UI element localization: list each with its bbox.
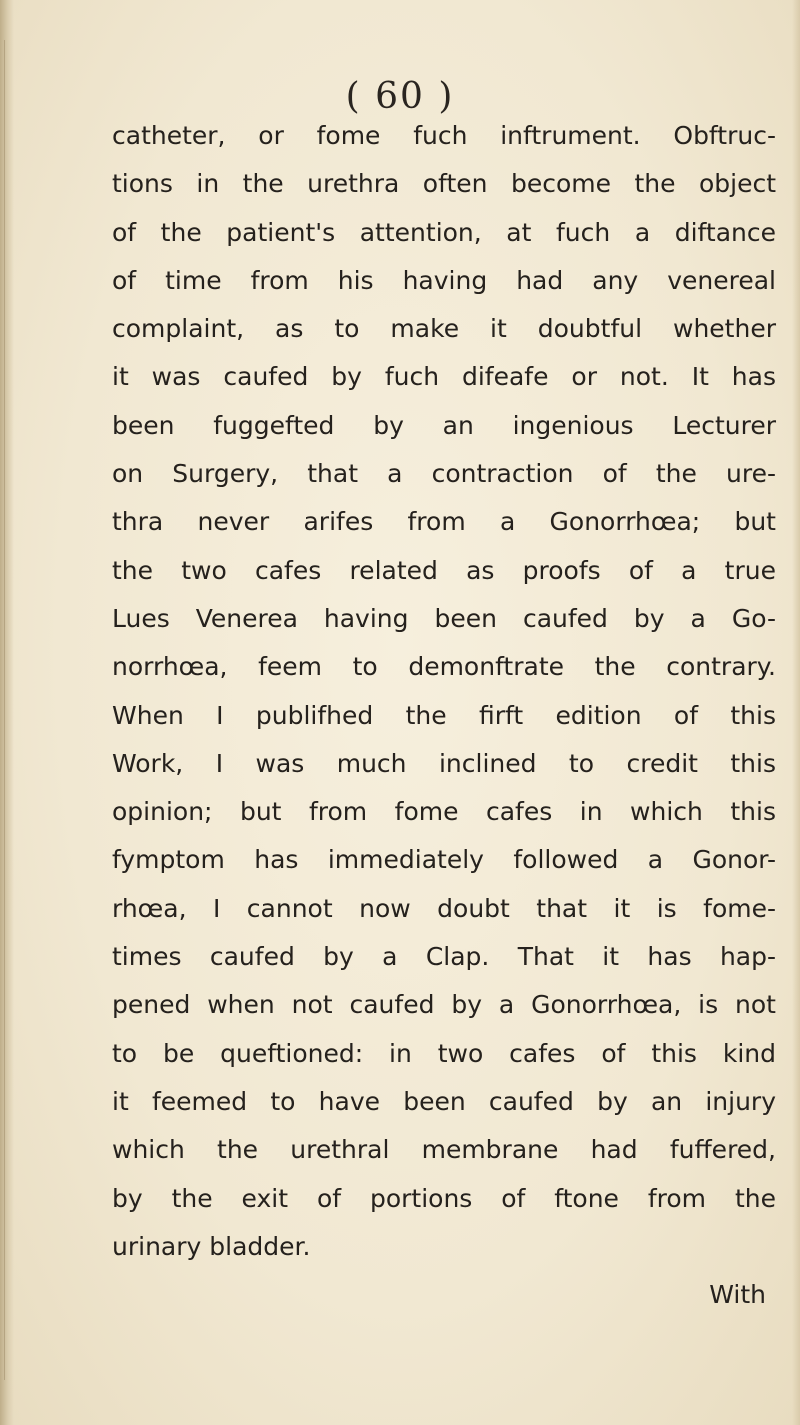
text-line: urinary bladder. [112, 1231, 311, 1261]
text-line: it feemed to have been caufed by an injury [112, 1086, 776, 1116]
text-line: rhœa, I cannot now doubt that it is fome- [112, 893, 776, 923]
text-line: the two cafes related as proofs of a true [112, 555, 776, 585]
text-line: Work, I was much inclined to credit this [112, 748, 776, 778]
text-line: of time from his having had any venereal [112, 265, 776, 295]
text-line: times caufed by a Clap. That it has hap- [112, 942, 776, 972]
body-text [112, 112, 776, 1319]
page-edge [792, 0, 800, 1425]
text-line: thra never arifes from a Gonorrhœa; but [112, 507, 776, 537]
catchword: With [709, 1280, 766, 1310]
text-line: to be queftioned: in two cafes of this kind [112, 1038, 776, 1068]
text-line: by the exit of portions of ftone from the [112, 1183, 776, 1213]
text-line: Lues Venerea having been caufed by a Go- [112, 603, 776, 633]
text-line: catheter, or fome fuch inftrument. Obftruc- [112, 121, 776, 150]
text-line: been fuggefted by an ingenious Lecturer [112, 410, 776, 440]
page-gutter [0, 0, 14, 1425]
text-line: on Surgery, that a contraction of the ure- [112, 459, 776, 489]
text-line: norrhœa, feem to demonftrate the contrary. [112, 652, 776, 682]
page-number: ( 60 ) [345, 76, 455, 117]
text-line: fymptom has immediately followed a Gonor- [112, 845, 776, 875]
text-line: which the urethral membrane had fuffered, [112, 1135, 776, 1165]
text-line: When I publifhed the firft edition of this [112, 700, 776, 730]
text-line: complaint, as to make it doubtful whether [112, 314, 776, 344]
text-line: of the patient's attention, at fuch a diftance [112, 217, 776, 247]
text-line: it was caufed by fuch difeafe or not. It has [112, 362, 776, 392]
gutter-line [4, 40, 5, 1380]
text-line: tions in the urethra often become the object [112, 169, 776, 199]
text-line: opinion; but from fome cafes in which this [112, 797, 776, 827]
text-line: pened when not caufed by a Gonorrhœa, is not [112, 990, 776, 1020]
